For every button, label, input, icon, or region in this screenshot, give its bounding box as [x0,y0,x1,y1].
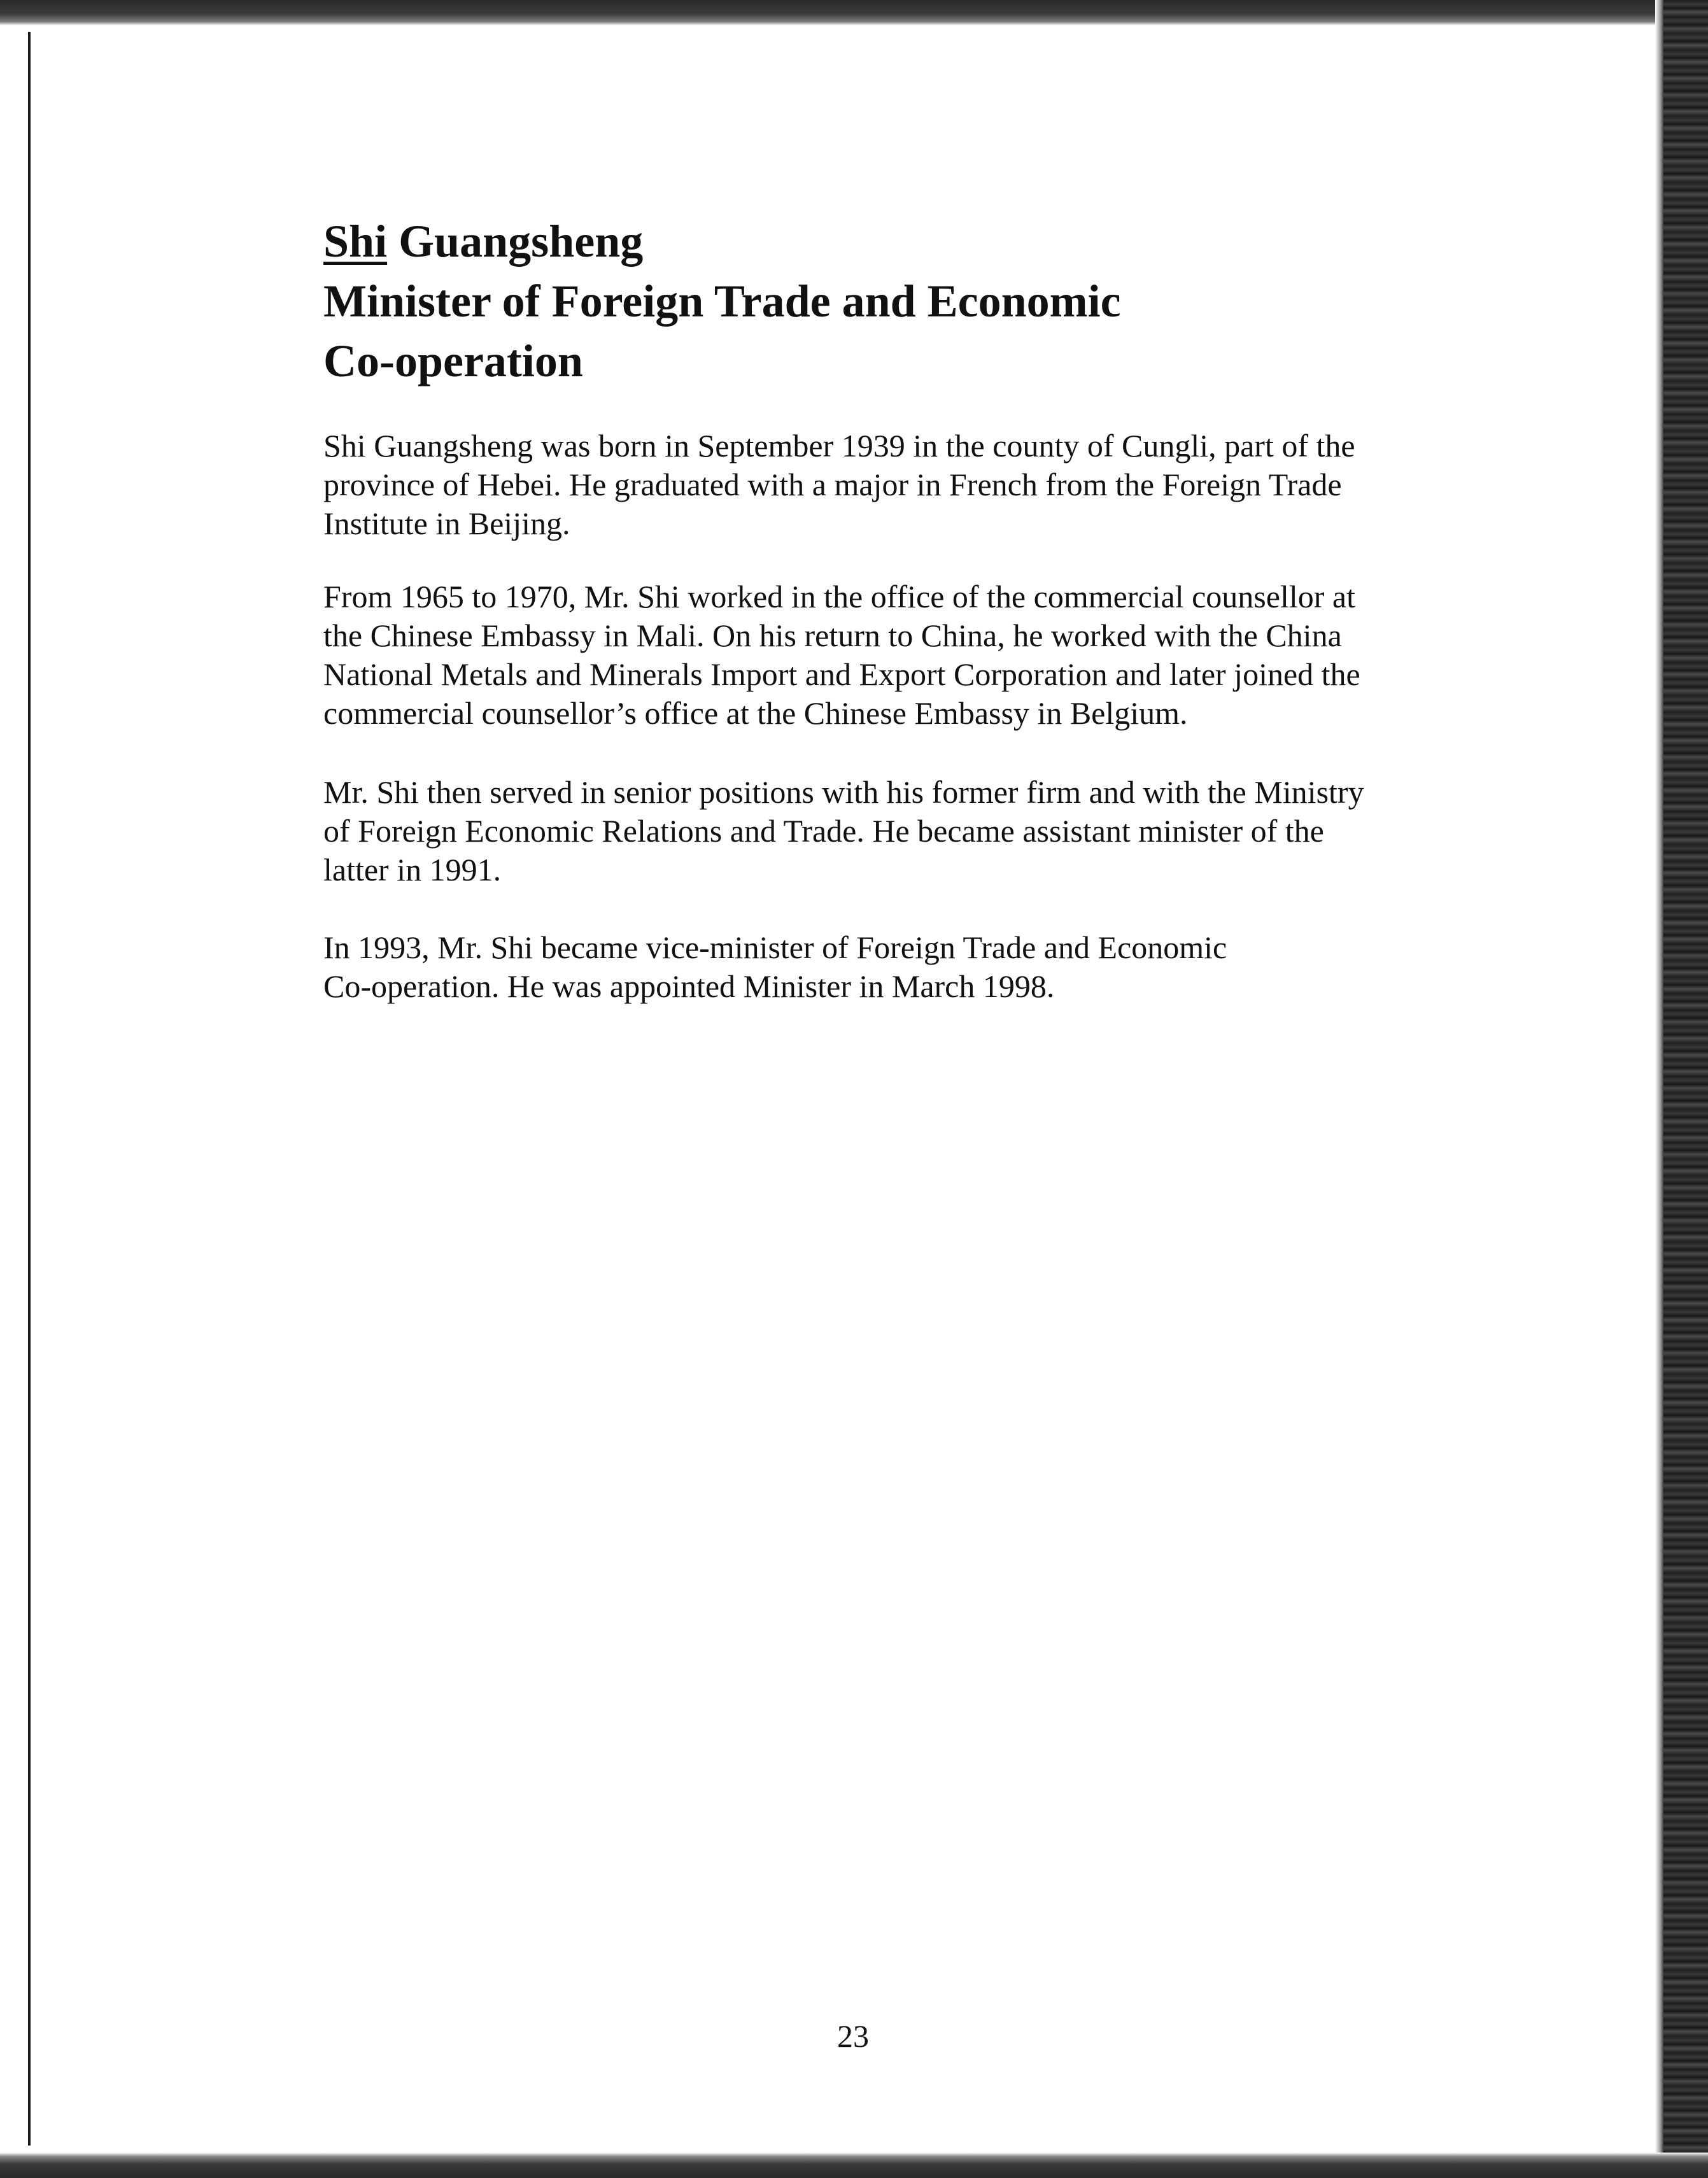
paragraph-senior-positions [323,773,1418,889]
paragraph-line: province of Hebei. He graduated with a major in French from the Foreign Trade [323,467,1342,502]
paragraph-line: In 1993, Mr. Shi became vice-minister of Foreign Trade and Economic [323,930,1227,965]
paragraph-line: Institute in Beijing. [323,506,570,541]
paragraph-line: National Metals and Minerals Import and Export Corporation and later joined the [323,656,1360,692]
scan-border-right [1663,0,1708,2178]
paragraph-line: Shi Guangsheng was born in September 1939 in the county of Cungli, part of the [323,428,1355,463]
heading-surname: Shi [323,216,388,267]
scan-border-top [0,0,1708,25]
scan-border-bottom [0,2153,1708,2178]
page-number: 23 [837,2018,869,2054]
left-margin-rule [28,32,31,2146]
scan-shadow-right [1655,0,1664,2178]
paragraph-line: the Chinese Embassy in Mali. On his return to China, he worked with the China [323,618,1342,653]
paragraph-early-career [323,577,1418,733]
paragraph-line: of Foreign Economic Relations and Trade. He became assistant minister of the [323,813,1324,849]
paragraph-ministerial-appointment [323,928,1418,1006]
paragraph-line: commercial counsellor’s office at the Chinese Embassy in Belgium. [323,695,1188,731]
paragraph-line: From 1965 to 1970, Mr. Shi worked in the office of the commercial counsellor at [323,579,1355,614]
paragraph-line: Mr. Shi then served in senior positions with his former firm and with the Ministry [323,774,1364,810]
page-heading [323,211,1533,391]
heading-title-line-2: Co-operation [323,336,583,386]
paragraph-line: latter in 1991. [323,852,502,887]
paragraph-line: Co-operation. He was appointed Minister in March 1998. [323,968,1055,1004]
heading-given-name: Guangsheng [399,216,644,267]
heading-title-line-1: Minister of Foreign Trade and Economic [323,276,1121,327]
heading-name-line [323,211,1533,271]
paragraph-birth-education [323,427,1418,543]
